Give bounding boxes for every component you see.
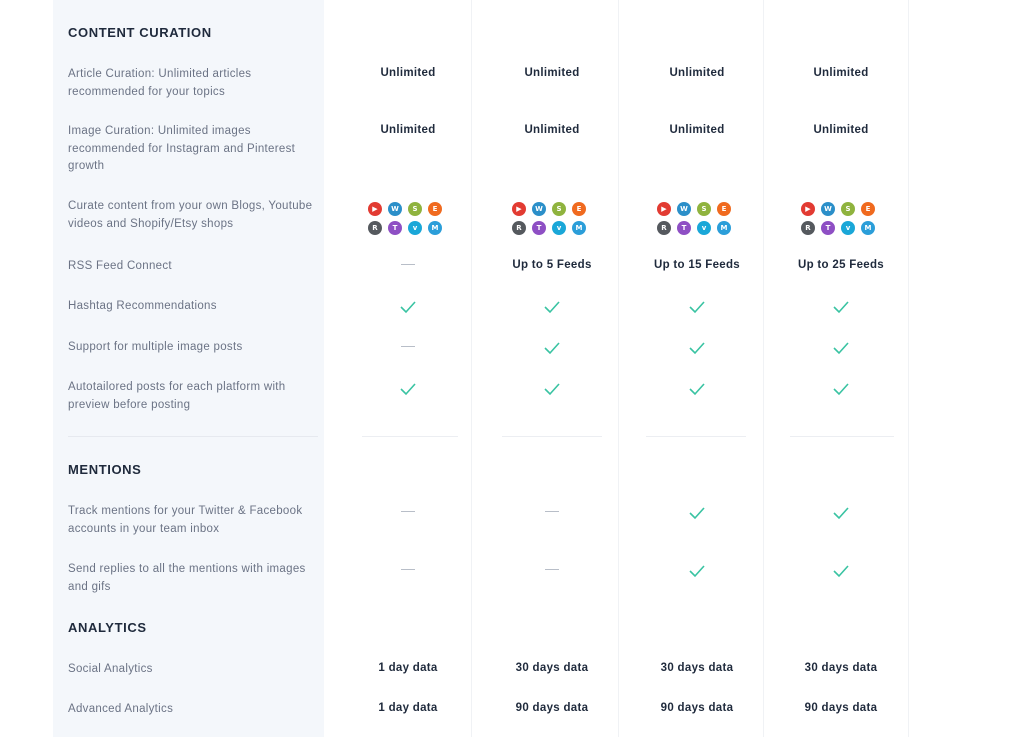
plan1-source-icons	[368, 202, 448, 235]
plan3-social-analytics: 30 days data	[660, 662, 734, 674]
check-icon	[399, 382, 417, 396]
youtube-icon: ▶	[657, 202, 671, 216]
plan4-advanced-analytics: 90 days data	[804, 702, 878, 714]
check-icon	[688, 382, 706, 396]
plan2-hashtag	[477, 300, 627, 317]
plan1-track-mentions	[333, 506, 483, 518]
etsy-icon: E	[861, 202, 875, 216]
vimeo-icon: v	[408, 221, 422, 235]
column-separator	[908, 0, 909, 737]
plan3-hashtag	[622, 300, 772, 317]
feature-image-curation: Image Curation: Unlimited images recommended for Instagram and Pinterest growth	[68, 125, 296, 172]
check-icon	[688, 506, 706, 520]
plan3-autotailored	[622, 382, 772, 399]
plan1-social-analytics: 1 day data	[378, 662, 438, 674]
dash-icon	[545, 511, 559, 512]
dash-icon	[545, 569, 559, 570]
plan2-source-icons	[512, 202, 592, 235]
feature-send-replies: Send replies to all the mentions with images and gifs	[68, 563, 306, 593]
rss-icon: R	[657, 221, 671, 235]
medium-icon: M	[572, 221, 586, 235]
plan2-image-curation: Unlimited	[524, 124, 580, 136]
check-icon	[832, 300, 850, 314]
rss-icon: R	[801, 221, 815, 235]
plan4-send-replies	[766, 564, 916, 581]
plan2-track-mentions	[477, 506, 627, 518]
section-divider	[68, 436, 318, 437]
check-icon	[688, 341, 706, 355]
check-icon	[688, 564, 706, 578]
plan2-article-curation: Unlimited	[524, 67, 580, 79]
feature-track-mentions: Track mentions for your Twitter & Facebook accounts in your team inbox	[68, 505, 303, 535]
section-title-content-curation: CONTENT CURATION	[68, 25, 212, 40]
check-icon	[832, 564, 850, 578]
plan1-autotailored	[333, 382, 483, 399]
dash-icon	[401, 569, 415, 570]
tumblr-icon: T	[821, 221, 835, 235]
etsy-icon: E	[717, 202, 731, 216]
section-divider	[502, 436, 602, 437]
feature-article-curation: Article Curation: Unlimited articles recommended for your topics	[68, 68, 252, 98]
check-icon	[543, 382, 561, 396]
medium-icon: M	[717, 221, 731, 235]
vimeo-icon: v	[841, 221, 855, 235]
check-icon	[543, 341, 561, 355]
plan4-track-mentions	[766, 506, 916, 523]
column-separator	[618, 0, 619, 737]
plan3-send-replies	[622, 564, 772, 581]
wordpress-icon: W	[388, 202, 402, 216]
plan3-image-curation: Unlimited	[669, 124, 725, 136]
etsy-icon: E	[572, 202, 586, 216]
plan4-image-curation: Unlimited	[813, 124, 869, 136]
plan2-send-replies	[477, 564, 627, 576]
plan2-autotailored	[477, 382, 627, 399]
check-icon	[543, 300, 561, 314]
plan4-article-curation: Unlimited	[813, 67, 869, 79]
tumblr-icon: T	[532, 221, 546, 235]
check-icon	[688, 300, 706, 314]
feature-autotailored-posts: Autotailored posts for each platform with preview before posting	[68, 381, 286, 411]
plan1-article-curation: Unlimited	[380, 67, 436, 79]
etsy-icon: E	[428, 202, 442, 216]
section-title-mentions: MENTIONS	[68, 462, 142, 477]
shopify-icon: S	[408, 202, 422, 216]
wordpress-icon: W	[677, 202, 691, 216]
check-icon	[399, 300, 417, 314]
plan3-article-curation: Unlimited	[669, 67, 725, 79]
plan3-multi-image	[622, 341, 772, 358]
plan1-image-curation: Unlimited	[380, 124, 436, 136]
plan1-hashtag	[333, 300, 483, 317]
feature-own-content: Curate content from your own Blogs, Youtube videos and Shopify/Etsy shops	[68, 200, 313, 230]
plan3-advanced-analytics: 90 days data	[660, 702, 734, 714]
section-divider	[790, 436, 894, 437]
feature-social-analytics: Social Analytics	[68, 663, 153, 675]
check-icon	[832, 506, 850, 520]
section-divider	[362, 436, 458, 437]
shopify-icon: S	[697, 202, 711, 216]
plan4-hashtag	[766, 300, 916, 317]
dash-icon	[401, 511, 415, 512]
plan2-social-analytics: 30 days data	[515, 662, 589, 674]
plan4-source-icons	[801, 202, 881, 235]
plan4-social-analytics: 30 days data	[804, 662, 878, 674]
plan3-rss: Up to 15 Feeds	[654, 259, 740, 271]
medium-icon: M	[861, 221, 875, 235]
plan4-rss: Up to 25 Feeds	[798, 259, 884, 271]
plan3-source-icons	[657, 202, 737, 235]
tumblr-icon: T	[388, 221, 402, 235]
wordpress-icon: W	[821, 202, 835, 216]
feature-hashtag-recommendations: Hashtag Recommendations	[68, 300, 217, 312]
vimeo-icon: v	[552, 221, 566, 235]
youtube-icon: ▶	[801, 202, 815, 216]
rss-icon: R	[512, 221, 526, 235]
plan2-rss: Up to 5 Feeds	[512, 259, 592, 271]
column-separator	[763, 0, 764, 737]
feature-multiple-image-posts: Support for multiple image posts	[68, 341, 243, 353]
feature-advanced-analytics: Advanced Analytics	[68, 703, 174, 715]
vimeo-icon: v	[697, 221, 711, 235]
check-icon	[832, 382, 850, 396]
dash-icon	[401, 346, 415, 347]
youtube-icon: ▶	[512, 202, 526, 216]
tumblr-icon: T	[677, 221, 691, 235]
plan1-advanced-analytics: 1 day data	[378, 702, 438, 714]
column-separator	[471, 0, 472, 737]
plan1-multi-image	[333, 341, 483, 353]
plan1-rss	[333, 259, 483, 271]
plan1-send-replies	[333, 564, 483, 576]
youtube-icon: ▶	[368, 202, 382, 216]
plan2-advanced-analytics: 90 days data	[515, 702, 589, 714]
section-divider	[646, 436, 746, 437]
section-title-analytics: ANALYTICS	[68, 620, 147, 635]
check-icon	[832, 341, 850, 355]
plan3-track-mentions	[622, 506, 772, 523]
rss-icon: R	[368, 221, 382, 235]
shopify-icon: S	[552, 202, 566, 216]
feature-rss-feed-connect: RSS Feed Connect	[68, 260, 172, 272]
plan2-multi-image	[477, 341, 627, 358]
shopify-icon: S	[841, 202, 855, 216]
dash-icon	[401, 264, 415, 265]
plan4-autotailored	[766, 382, 916, 399]
wordpress-icon: W	[532, 202, 546, 216]
medium-icon: M	[428, 221, 442, 235]
plan4-multi-image	[766, 341, 916, 358]
